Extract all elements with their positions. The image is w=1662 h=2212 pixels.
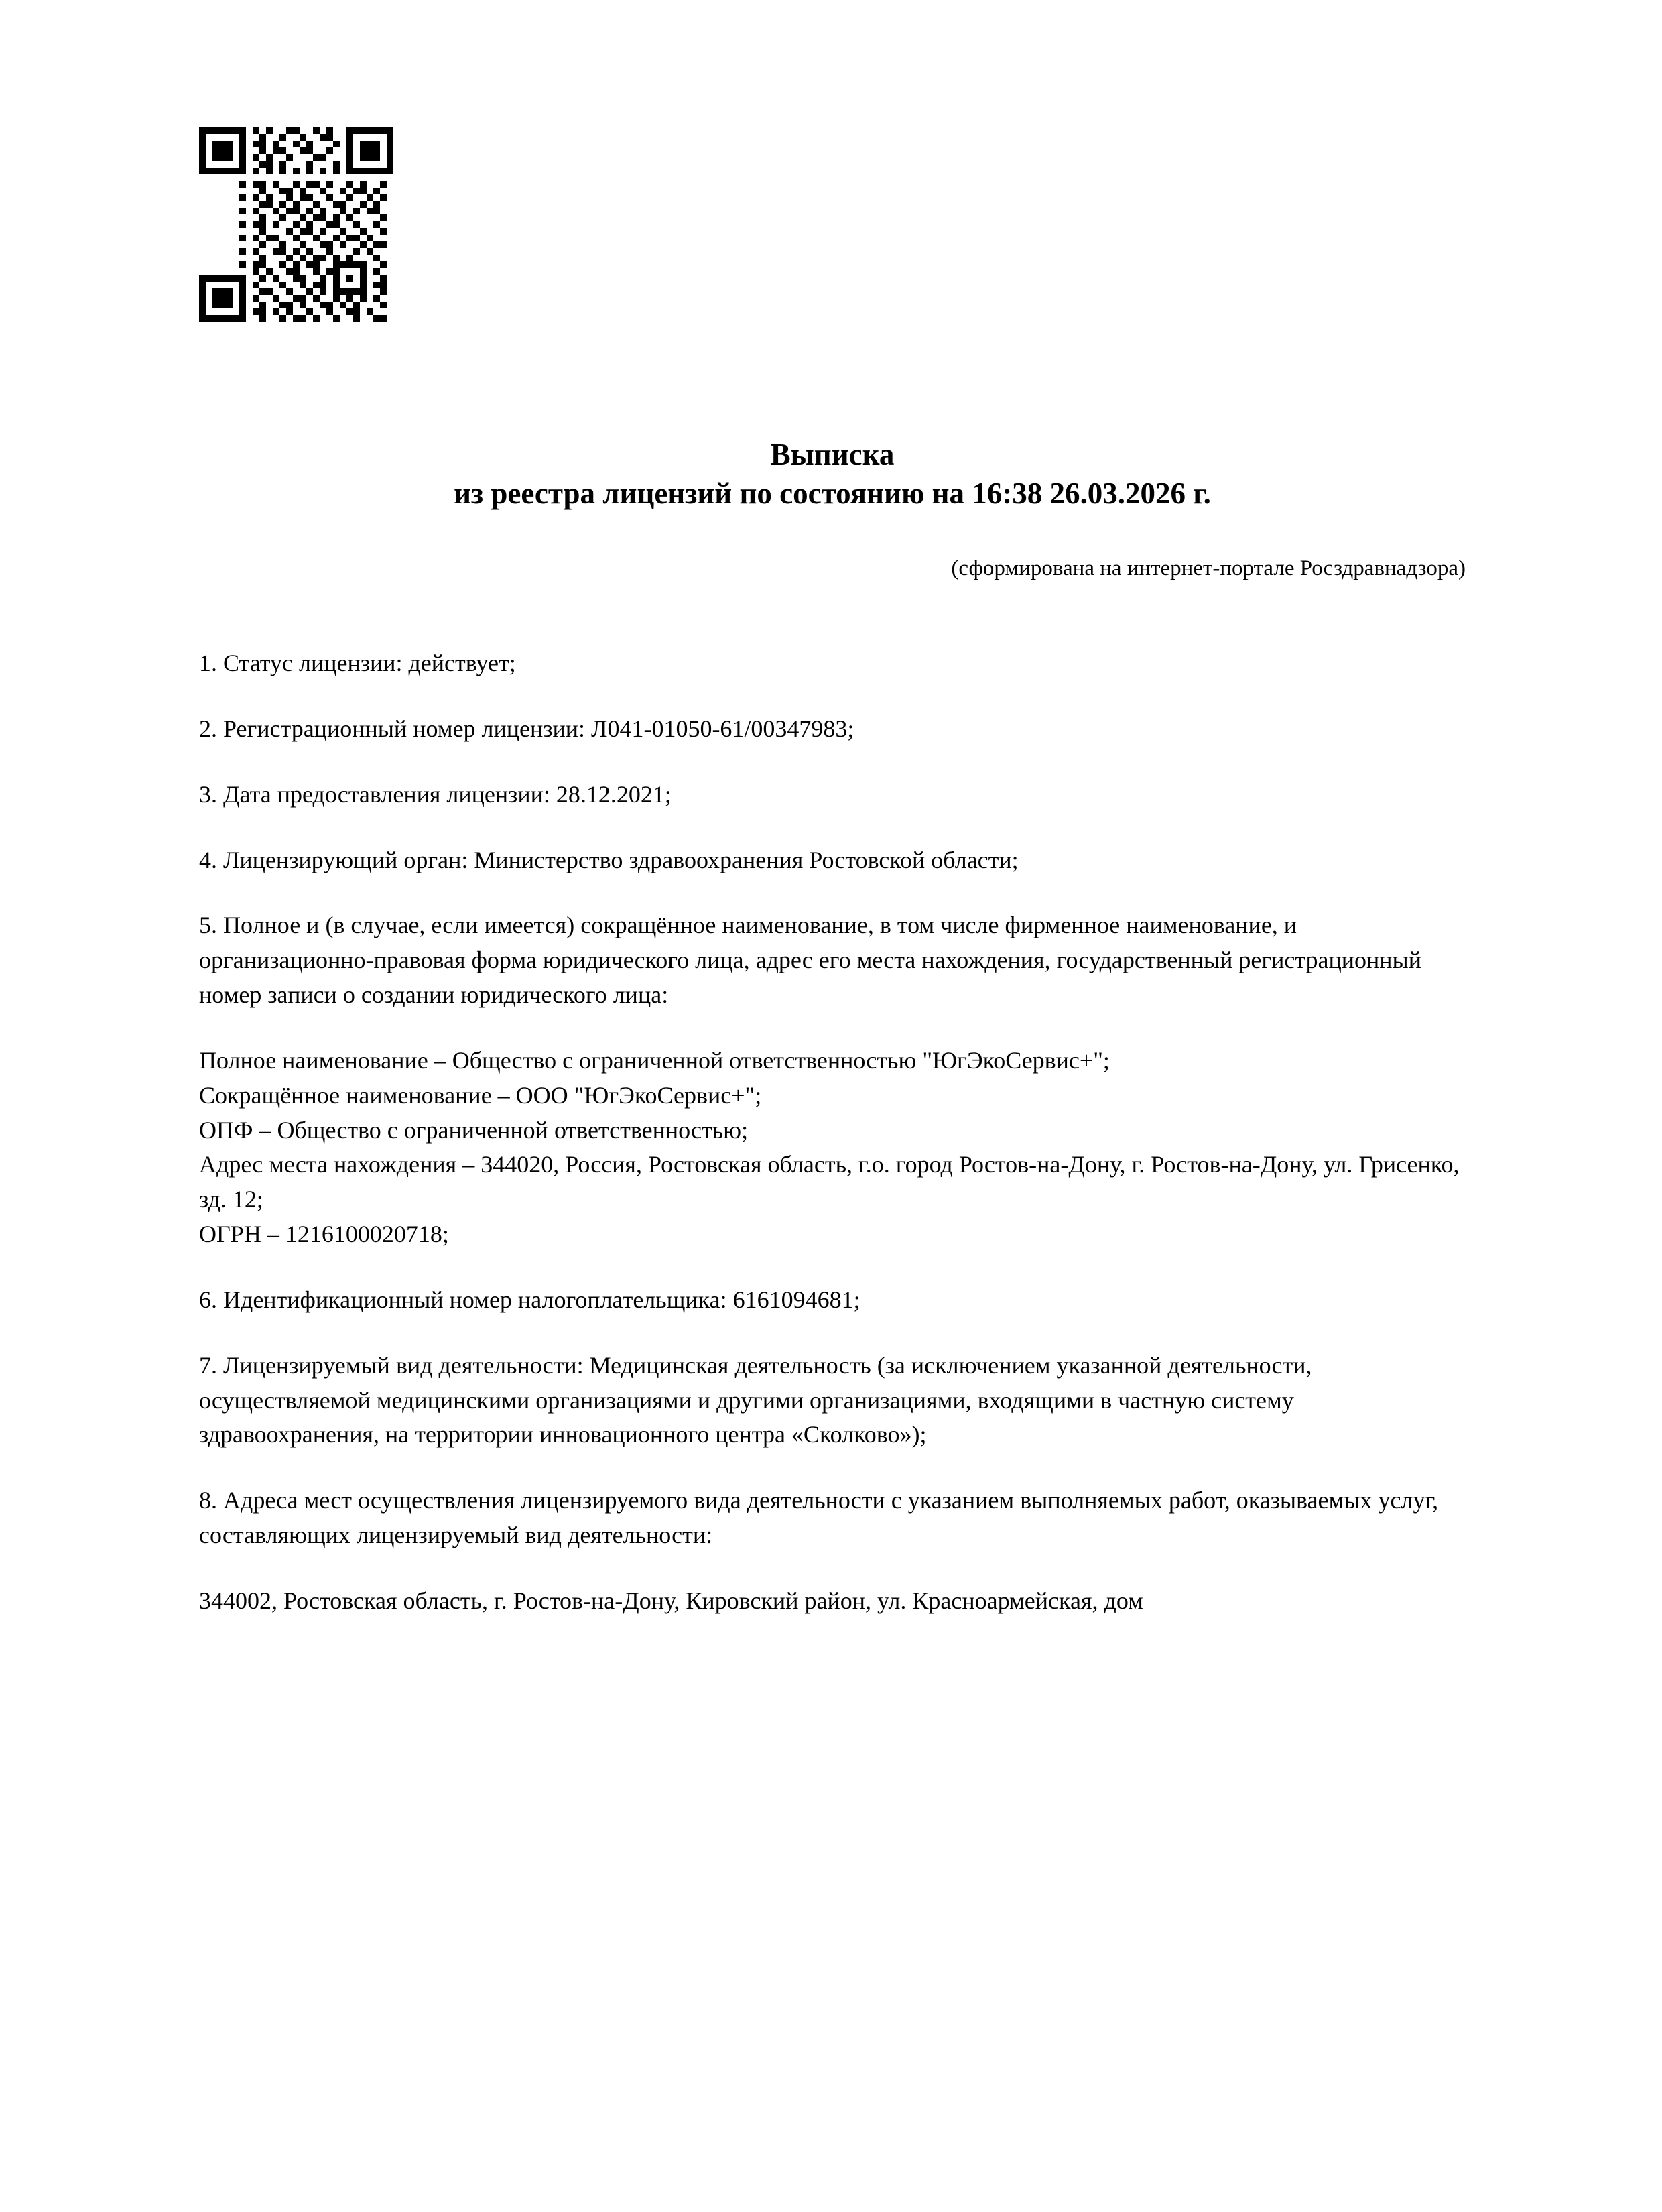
document-content xyxy=(199,436,1466,1650)
entity-ogrn: ОГРН – 1216100020718; xyxy=(199,1221,449,1248)
activity-address-line: 344002, Ростовская область, г. Ростов-на-Дону, Кировский район, ул. Красноармейская, дом xyxy=(199,1587,1143,1614)
entity-legal-form: ОПФ – Общество с ограниченной ответственностью; xyxy=(199,1116,749,1144)
title-line-2: из реестра лицензий по состоянию на 16:38 26.03.2026 г. xyxy=(454,476,1211,510)
qr-code-icon xyxy=(199,127,393,322)
title-line-1: Выписка xyxy=(770,438,895,471)
clause-activity-type: 7. Лицензируемый вид деятельности: Медицинская деятельность (за исключением указанной деятельности, осуществляемой медицинскими организациями и другими организациями, входящими в частную систему здравоохранения, на территории инновационного центра «Сколково»); xyxy=(199,1351,1312,1449)
document-subtitle: (сформирована на интернет-портале Росздравнадзора) xyxy=(951,556,1466,581)
clause-registration-number: 2. Регистрационный номер лицензии: Л041-01050-61/00347983; xyxy=(199,715,854,742)
clause-activity-addresses: 8. Адреса мест осуществления лицензируемого вида деятельности с указанием выполняемых работ, оказываемых услуг, составляющих лицензируемый вид деятельности: xyxy=(199,1487,1439,1548)
entity-full-name: Полное наименование – Общество с ограниченной ответственностью "ЮгЭкоСервис+"; xyxy=(199,1046,1110,1074)
entity-details-block xyxy=(199,1044,1466,1252)
clause-licensing-authority: 4. Лицензирующий орган: Министерство здравоохранения Ростовской области; xyxy=(199,846,1019,873)
clause-entity-names: 5. Полное и (в случае, если имеется) сокращённое наименование, в том числе фирменное наименование, и организационно-правовая форма юридического лица, адрес его места нахождения, государственный регистрационный номер записи о создании юридического лица: xyxy=(199,912,1422,1009)
entity-address: Адрес места нахождения – 344020, Россия, Ростовская область, г.о. город Ростов-на-Дону, г. Ростов-на-Дону, ул. Грисенко, зд. 12; xyxy=(199,1151,1460,1213)
entity-short-name: Сокращённое наименование – ООО "ЮгЭкоСервис+"; xyxy=(199,1081,762,1109)
clause-issue-date: 3. Дата предоставления лицензии: 28.12.2021; xyxy=(199,780,672,808)
page-title xyxy=(199,436,1466,513)
clause-status: 1. Статус лицензии: действует; xyxy=(199,650,516,677)
clause-inn: 6. Идентификационный номер налогоплательщика: 6161094681; xyxy=(199,1286,860,1313)
document-body xyxy=(199,646,1466,1619)
